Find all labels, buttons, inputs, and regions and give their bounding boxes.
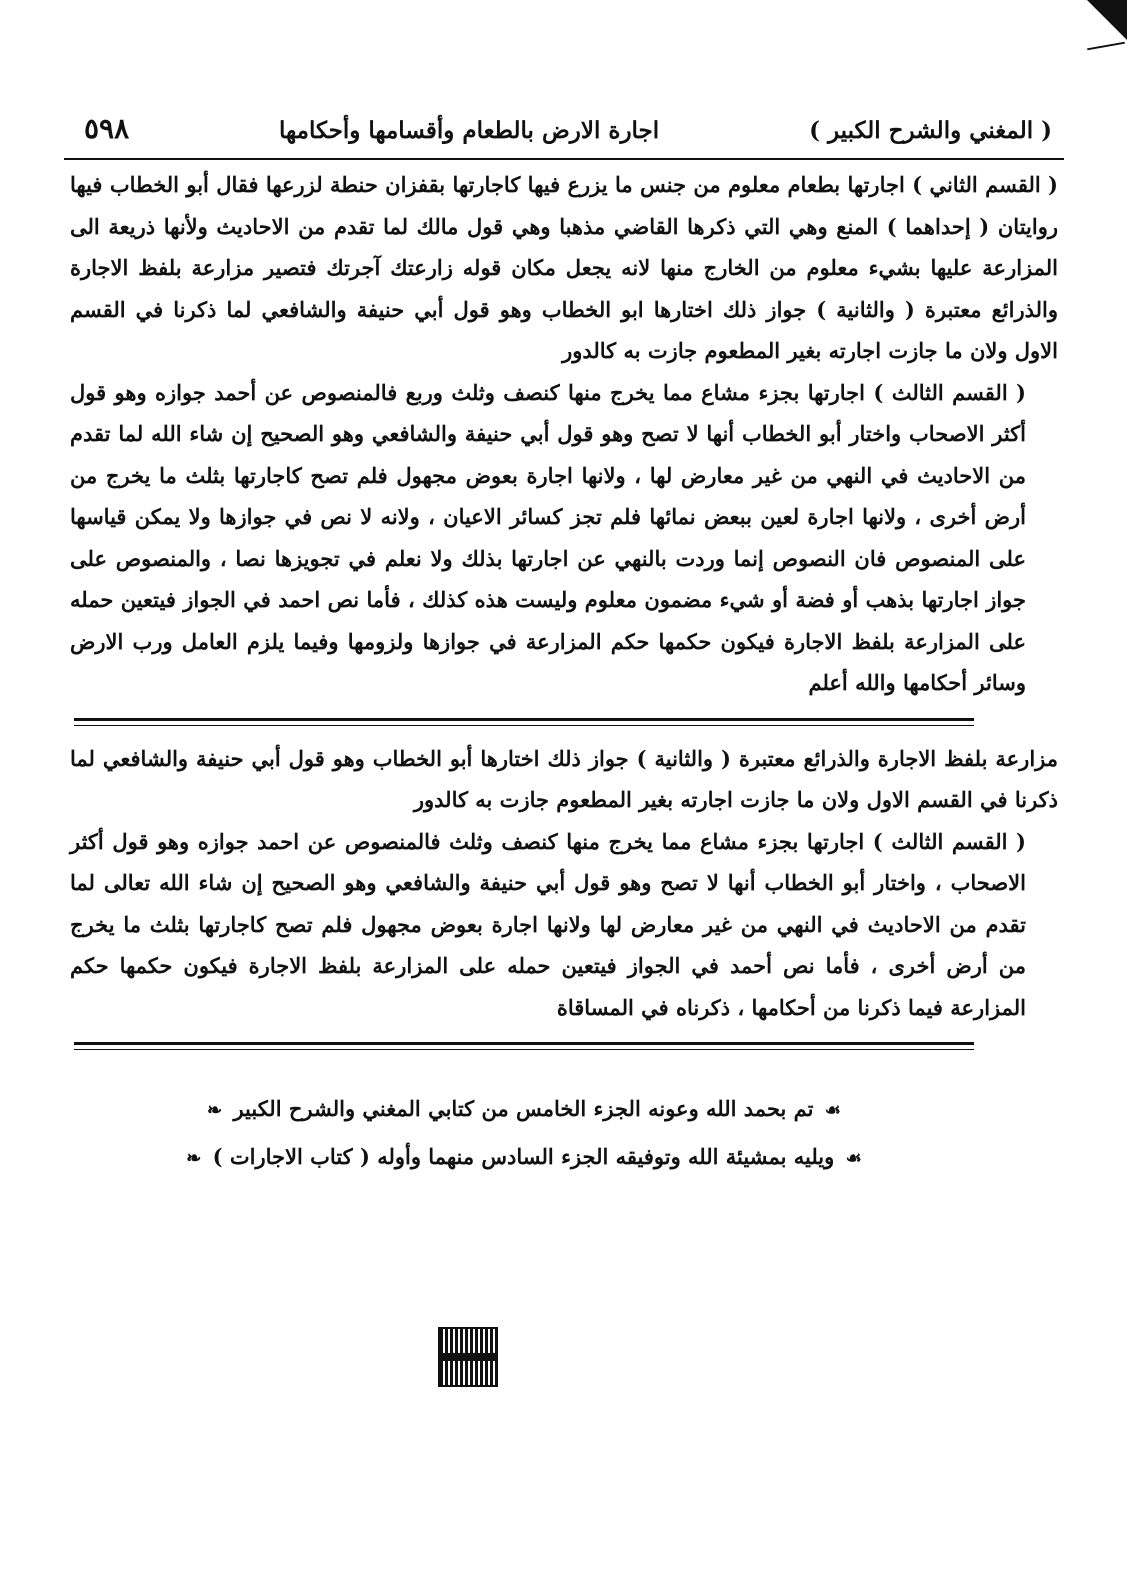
ornament-right-icon: ☙ [845, 1148, 862, 1169]
colophon-line-1 [24, 1086, 1024, 1134]
section-divider-bottom [74, 1042, 974, 1050]
colophon-text-2: ويليه بمشيئة الله وتوفيقه الجزء السادس منهما وأوله ( كتاب الاجارات ) [212, 1144, 835, 1169]
paragraph-muzaraa: مزارعة بلفظ الاجارة والذرائع معتبرة ( والثانية ) جواز ذلك اختارها أبو الخطاب وهو قول أبي حنيفة والشافعي لما ذكرنا في القسم الاول ولان ما جازت اجارته بغير المطعوم جازت به كالدور [70, 745, 1058, 812]
ornament-right-icon: ☙ [824, 1100, 841, 1121]
header-topic: اجارة الارض بالطعام وأقسامها وأحكامها [279, 117, 660, 144]
paragraph-qism-thani: ( القسم الثاني ) اجارتها بطعام معلوم من جنس ما يزرع فيها كاجارتها بقفزان حنطة لزرعها فقال أبو الخطاب فيها روايتان ( إحداهما ) المنع وهي التي ذكرها القاضي مذهبا وهي قول مالك لما تقدم من الاحاديث ولأنها ذريعة الى المزارعة عليها بشيء معلوم من الخارج منها لانه يجعل مكان قوله زارعتك آجرتك فتصير مزارعة بلفظ الاجارة والذرائع معتبرة ( والثانية ) جواز ذلك اختارها ابو الخطاب وهو قول أبي حنيفة والشافعي لما ذكرنا في القسم الاول ولان ما جازت اجارته بغير المطعوم جازت به كالدور [70, 172, 1058, 363]
header-book-title: ( المغني والشرح الكبير ) [809, 117, 1052, 144]
paragraph-qism-thalith-alt: ( القسم الثالث ) اجارتها بجزء مشاع مما يخرج منها كنصف وثلث فالمنصوص عن احمد جوازه وهو قول أكثر الاصحاب ، واختار أبو الخطاب أنها لا تصح وهو قول أبي حنيفة والشافعي وهو الصحيح إن شاء الله تعالى لما تقدم من الاحاديث في النهي من غير معارض لها ولانها اجارة بعوض مجهول فلم تصح كاجارتها بثلث ما يخرج من أرض أخرى ، فأما نص أحمد في الجواز فيتعين حمله على المزارعة بلفظ الاجارة فيكون حكمها حكم المزارعة فيما ذكرنا من أحكامها ، ذكرناه في المساقاة [70, 828, 1026, 1020]
ornament-left-icon: ❧ [207, 1100, 223, 1121]
page-number: ٥٩٨ [84, 112, 130, 145]
colophon [24, 1086, 1024, 1182]
corner-scan-mark [1087, 0, 1127, 40]
main-text-section [64, 160, 1064, 704]
book-page [64, 112, 1064, 1182]
library-stamp-icon [438, 1327, 498, 1387]
running-header [64, 112, 1064, 156]
secondary-text-section [64, 734, 1064, 1029]
colophon-text-1: تم بحمد الله وعونه الجزء الخامس من كتابي المغني والشرح الكبير [233, 1096, 814, 1121]
corner-scan-line [1087, 42, 1125, 51]
paragraph-qism-thalith: ( القسم الثالث ) اجارتها بجزء مشاع مما يخرج منها كنصف وثلث وربع فالمنصوص عن أحمد جوازه وهو قول أكثر الاصحاب واختار أبو الخطاب أنها لا تصح وهو قول أبي حنيفة والشافعي وهو الصحيح إن شاء الله لما تقدم من الاحاديث في النهي من غير معارض لها ، ولانها اجارة بعوض مجهول فلم تصح كاجارتها بثلث ما يخرج من أرض أخرى ، ولانها اجارة لعين ببعض نمائها فلم تجز كسائر الاعيان ، ولانه لا نص في جوازها ولا يمكن قياسها على المنصوص فان النصوص إنما وردت بالنهي عن اجارتها بذلك ولا نعلم في تجويزها نصا ، والمنصوص على جواز اجارتها بذهب أو فضة أو شيء مضمون معلوم وليست هذه كذلك ، فأما نص احمد في الجواز فيتعين حمله على المزارعة بلفظ الاجارة فيكون حكمها حكم المزارعة في جوازها ولزومها وفيما يلزم العامل ورب الارض وسائر أحكامها والله أعلم [70, 379, 1026, 695]
colophon-line-2 [24, 1134, 1024, 1182]
section-divider [74, 718, 974, 726]
ornament-left-icon: ❧ [186, 1148, 202, 1169]
